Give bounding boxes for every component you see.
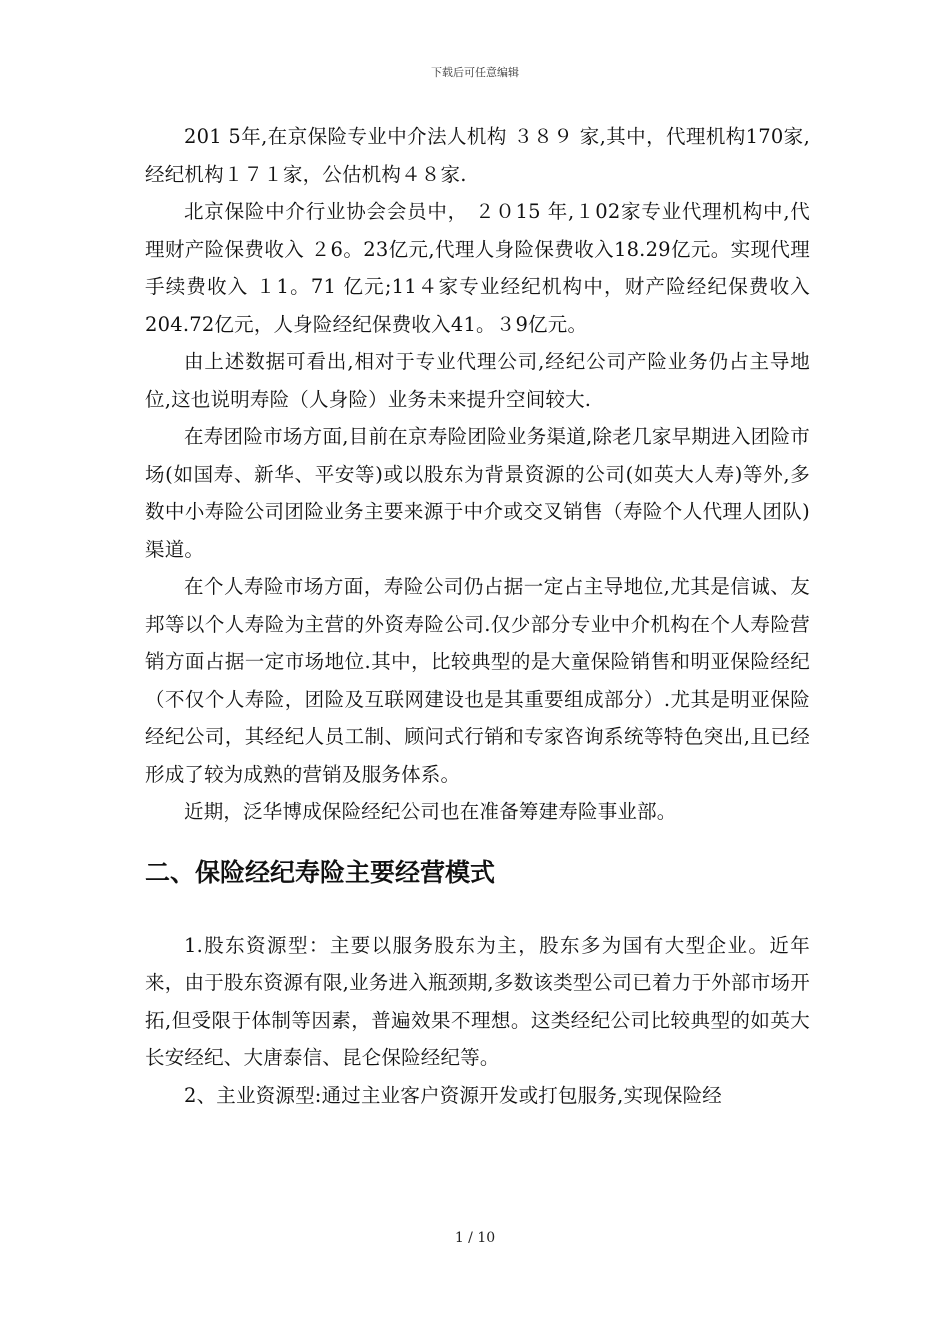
page-header-note: 下载后可任意编辑 xyxy=(431,66,519,79)
paragraph-association-members: 北京保险中介行业协会会员中， ２０15 年,１02家专业代理机构中,代理财产险保费收入 ２6。23亿元,代理人身险保费收入18.29亿元。实现代理手续费收入 １1。71 亿元;11４家专业经纪机构中，财产险经纪保费收入204.72亿元，人身险经纪保费收入41。３9亿元。 xyxy=(145,200,810,336)
section-heading: 二、保险经纪寿险主要经营模式 xyxy=(145,857,496,887)
paragraph-data-analysis: 由上述数据可看出,相对于专业代理公司,经纪公司产险业务仍占主导地位,这也说明寿险（人身险）业务未来提升空间较大. xyxy=(145,350,810,411)
paragraph-individual-insurance-market: 在个人寿险市场方面，寿险公司仍占据一定占主导地位,尤其是信诚、友邦等以个人寿险为主营的外资寿险公司.仅少部分专业中介机构在个人寿险营销方面占据一定市场地位.其中，比较典型的是大童保险销售和明亚保险经纪（不仅个人寿险，团险及互联网建设也是其重要组成部分）.尤其是明亚保险经纪公司，其经纪人员工制、顾问式行销和专家咨询系统等特色突出,且已经形成了较为成熟的营销及服务体系。 xyxy=(145,575,810,786)
paragraph-agency-count: 201 5年,在京保险专业中介法人机构 ３８９ 家,其中，代理机构170家,经纪机构１７１家，公估机构４８家. xyxy=(145,125,810,186)
paragraph-shareholder-model: 1.股东资源型：主要以服务股东为主，股东多为国有大型企业。近年来，由于股东资源有限,业务进入瓶颈期,多数该类型公司已着力于外部市场开拓,但受限于体制等因素，普遍效果不理想。这类经纪公司比较典型的如英大长安经纪、大唐泰信、昆仑保险经纪等。 xyxy=(145,933,810,1069)
document-body xyxy=(145,118,810,1114)
paragraph-recent-news: 近期，泛华博成保险经纪公司也在准备筹建寿险事业部。 xyxy=(184,800,677,823)
paragraph-main-business-model: 2、主业资源型:通过主业客户资源开发或打包服务,实现保险经 xyxy=(184,1083,722,1107)
page-number: 1 / 10 xyxy=(454,1230,496,1246)
paragraph-group-insurance-market: 在寿团险市场方面,目前在京寿险团险业务渠道,除老几家早期进入团险市场(如国寿、新华、平安等)或以股东为背景资源的公司(如英大人寿)等外,多数中小寿险公司团险业务主要来源于中介或交叉销售（寿险个人代理人团队)渠道。 xyxy=(145,425,810,561)
